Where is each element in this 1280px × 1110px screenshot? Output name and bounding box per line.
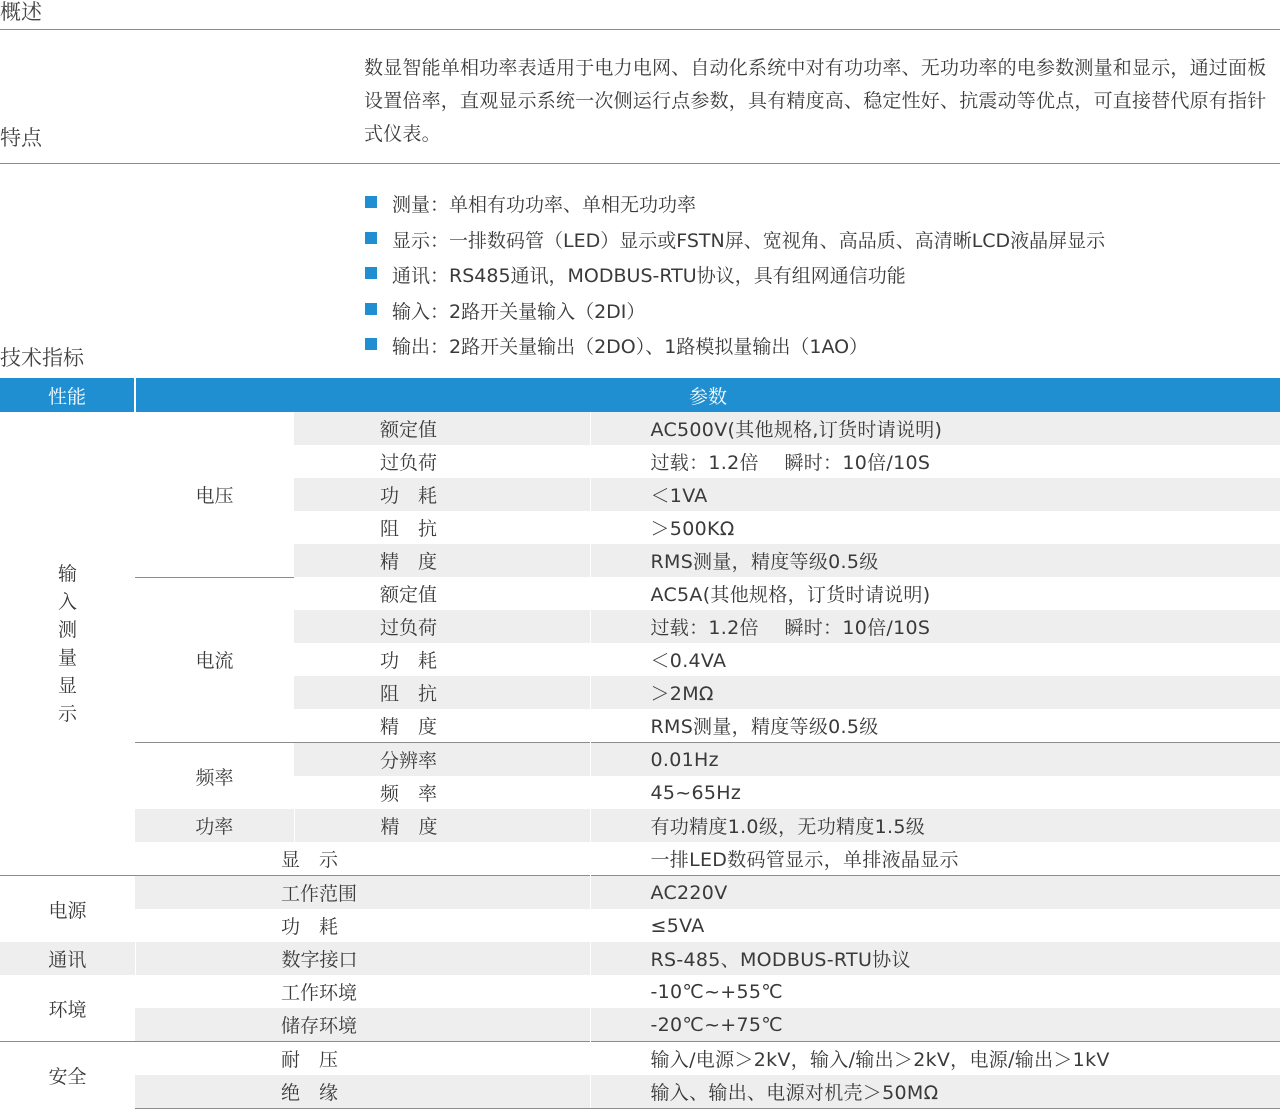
item-label: 功 耗 (281, 916, 339, 938)
item-label: 耐 压 (135, 1042, 590, 1076)
feature-text: 显示：一排数码管（LED）显示或FSTN屏、宽视角、高品质、高清晰LCD液晶屏显示 (392, 229, 1106, 252)
header-performance: 性能 (0, 378, 135, 412)
section-title-overview: 概述 (0, 0, 42, 24)
divider (0, 29, 1280, 30)
input-group-char: 入 (57, 590, 77, 613)
item-label: 功 耗 (380, 650, 438, 672)
table-row (0, 809, 1280, 842)
feature-text: 输入：2路开关量输入（2DI） (392, 300, 646, 323)
table-row (0, 577, 1280, 610)
item-label: 工作范围 (135, 876, 590, 910)
feature-item (364, 224, 1280, 260)
feature-item (364, 259, 1280, 295)
input-group-char: 测 (57, 618, 77, 641)
comm-label: 通讯 (0, 942, 135, 975)
voltage-label: 电压 (195, 484, 234, 507)
item-value: RMS测量，精度等级0.5级 (590, 709, 1280, 743)
item-value: AC500V(其他规格,订货时请说明) (590, 412, 1280, 445)
item-label: 阻 抗 (294, 676, 590, 709)
square-bullet-icon (365, 267, 377, 279)
item-value: 输入/电源＞2kV，输入/输出＞2kV，电源/输出＞1kV (590, 1042, 1280, 1076)
table-row (0, 743, 1280, 777)
section-title-specs: 技术指标 (0, 346, 84, 370)
current-label: 电流 (135, 577, 294, 743)
item-label: 额定值 (294, 412, 590, 445)
square-bullet-icon (365, 196, 377, 208)
feature-item (364, 330, 1280, 366)
item-label: 储存环境 (135, 1008, 590, 1042)
item-label: 精 度 (380, 716, 438, 738)
feature-text: 测量：单相有功功率、单相无功功率 (392, 194, 697, 216)
item-label: 工作环境 (281, 982, 358, 1004)
frequency-label: 频率 (135, 743, 294, 810)
square-bullet-icon (365, 338, 377, 350)
table-row (0, 942, 1280, 975)
item-value: ＜1VA (590, 478, 1280, 511)
input-group-label (0, 412, 135, 876)
item-label: 显 示 (281, 849, 339, 871)
input-group-char: 输 (57, 562, 77, 585)
features-list (364, 188, 1280, 366)
item-label: 阻 抗 (380, 518, 438, 540)
table-row (0, 1075, 1280, 1109)
env-label: 环境 (48, 998, 87, 1021)
divider (0, 163, 1280, 164)
item-label: 分辨率 (294, 743, 590, 777)
item-value: 一排LED数码管显示，单排液晶显示 (590, 842, 1280, 876)
item-label: 数字接口 (135, 942, 590, 975)
item-value: 输入、输出、电源对机壳＞50MΩ (590, 1075, 1280, 1109)
square-bullet-icon (365, 232, 377, 244)
item-value: RS-485、MODBUS-RTU协议 (590, 942, 1280, 975)
table-row (0, 876, 1280, 910)
item-value: AC220V (590, 876, 1280, 910)
item-value: ＞2MΩ (590, 676, 1280, 709)
item-value: ＜0.4VA (590, 643, 1280, 676)
item-value: RMS测量，精度等级0.5级 (590, 544, 1280, 577)
item-label: 绝 缘 (135, 1075, 590, 1109)
table-header-row (0, 378, 1280, 412)
item-value: ＞500KΩ (590, 511, 1280, 544)
table-row (0, 975, 1280, 1008)
input-group-char: 显 (57, 674, 77, 697)
item-label: 频 率 (380, 783, 438, 805)
item-value: 有功精度1.0级，无功精度1.5级 (590, 809, 1280, 842)
section-title-features: 特点 (0, 126, 42, 150)
description-text: 数显智能单相功率表适用于电力电网、自动化系统中对有功功率、无功功率的电参数测量和显示，通过面板设置倍率，直观显示系统一次侧运行点参数，具有精度高、稳定性好、抗震动等优点，可直接替代原有指针式仪表。 (364, 57, 1267, 145)
table-row (0, 909, 1280, 942)
power-label: 功率 (135, 809, 294, 842)
feature-item (364, 188, 1280, 224)
table-row (0, 412, 1280, 445)
supply-label: 电源 (0, 876, 135, 943)
item-label: 精 度 (294, 809, 590, 842)
feature-text: 输出：2路开关量输出（2DO）、1路模拟量输出（1AO） (392, 336, 869, 358)
header-parameters: 参数 (135, 378, 1280, 412)
item-label: 过负荷 (380, 452, 438, 474)
square-bullet-icon (365, 303, 377, 315)
item-value: 45~65Hz (590, 776, 1280, 809)
feature-item (364, 295, 1280, 331)
item-label: 过负荷 (294, 610, 590, 643)
input-group-text (0, 560, 135, 728)
item-value: AC5A(其他规格，订货时请说明) (590, 577, 1280, 610)
item-value: ≤5VA (590, 909, 1280, 942)
spec-table (0, 378, 1280, 1109)
safety-label: 安全 (0, 1042, 135, 1109)
item-label: 额定值 (380, 584, 438, 606)
item-label: 精 度 (294, 544, 590, 577)
item-value: -20℃~+75℃ (590, 1008, 1280, 1042)
table-row (0, 842, 1280, 876)
table-row (0, 1042, 1280, 1076)
item-label: 功 耗 (294, 478, 590, 511)
feature-text: 通讯：RS485通讯，MODBUS-RTU协议，具有组网通信功能 (392, 265, 906, 287)
input-group-char: 量 (57, 646, 77, 669)
table-row (0, 1008, 1280, 1042)
item-value: -10℃~+55℃ (590, 975, 1280, 1008)
input-group-char: 示 (57, 702, 77, 725)
item-value: 过载：1.2倍 瞬时：10倍/10S (590, 445, 1280, 478)
item-value: 过载：1.2倍 瞬时：10倍/10S (590, 610, 1280, 643)
item-value: 0.01Hz (590, 743, 1280, 777)
